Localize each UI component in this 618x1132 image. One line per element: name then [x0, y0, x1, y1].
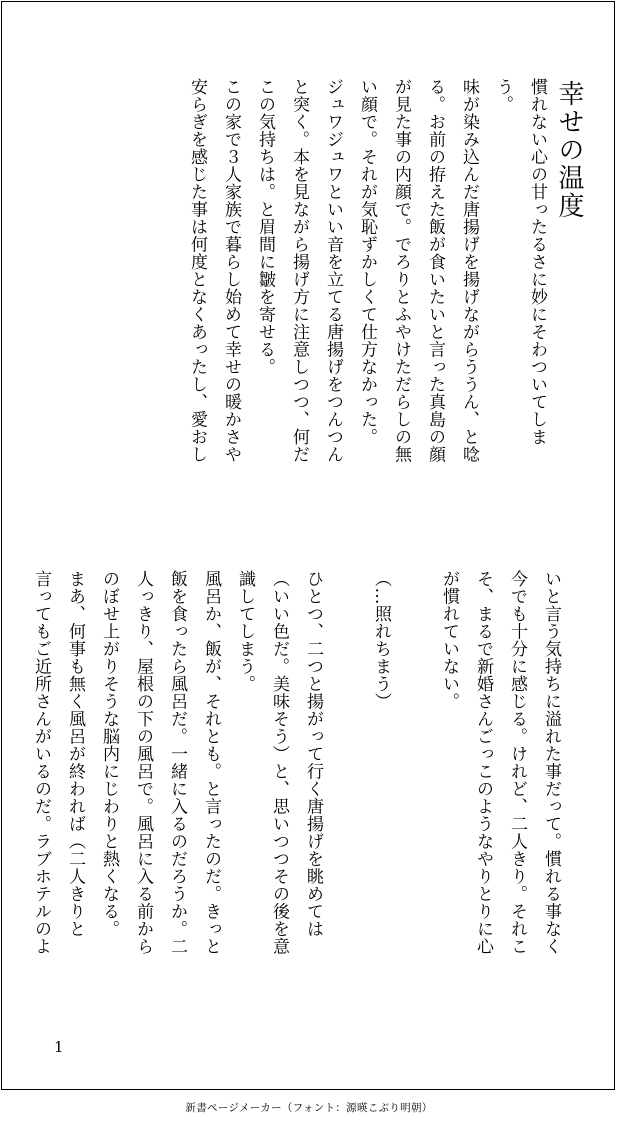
text-column: が見た事の内顔で。でろりとふやけただらしの無: [391, 78, 411, 463]
text-column: 飯を食ったら風呂だ。一緒に入るのだろうか。二: [167, 570, 187, 955]
manuscript-page: [1, 1, 615, 1090]
text-column: そ、まるで新婚さんごっこのようなやりとりに心: [473, 570, 493, 955]
text-column: い顔で。それが気恥ずかしくて仕方なかった。: [357, 78, 377, 446]
blank-column: [330, 570, 364, 990]
text-column: う。: [493, 78, 513, 113]
text-column: が慣れていない。: [439, 570, 459, 710]
page-number: 1: [54, 1038, 64, 1056]
text-column: 安らぎを感じた事は何度となくあったし、愛おし: [187, 78, 207, 463]
text-column: と突く。本を見ながら揚げ方に注意しつつ、何だ: [289, 78, 309, 463]
text-column: まあ、何事も無く風呂が終われば（二人きりと: [65, 570, 85, 938]
blank-column: [398, 570, 432, 990]
text-column: 風呂か、飯が、それとも。と言ったのだ。きっと: [201, 570, 221, 955]
text-column: る。お前の拵えた飯が食いたいと言った真島の顔: [425, 78, 445, 463]
text-column: ジュワジュワといい音を立てる唐揚げをつんつん: [323, 78, 343, 463]
text-column: ひとつ、二つと揚がって行く唐揚げを眺めては: [303, 570, 323, 938]
text-column: 今でも十分に感じる。けれど、二人きり。それこ: [507, 570, 527, 955]
text-column: のぼせ上がりそうな脳内にじわりと熱くなる。: [99, 570, 119, 938]
text-column: 味が染み込んだ唐揚げを揚げながらううん、と唸: [459, 78, 479, 463]
text-column: いと言う気持ちに溢れた事だって。慣れる事なく: [541, 570, 561, 955]
text-column: 人っきり、屋根の下の風呂で。風呂に入る前から: [133, 570, 153, 955]
footer-credit: 新書ページメーカー（フォント：源暎こぶり明朝）: [185, 1102, 433, 1114]
text-column: 言ってもご近所さんがいるのだ。ラブホテルのよ: [31, 570, 51, 955]
text-column: この家で３人家族で暮らし始めて幸せの暖かさや: [221, 78, 241, 463]
text-column: （…照れちまう）: [371, 570, 391, 710]
text-column: 識してしまう。: [235, 570, 255, 693]
upper-text-block: [180, 78, 554, 518]
text-column: （いい色だ。美味そう）と、思いつつその後を意: [269, 570, 289, 955]
text-column: 慣れない心の甘ったるさに妙にそわついてしま: [527, 78, 547, 446]
story-title: 幸せの温度: [554, 80, 584, 220]
text-column: この気持ちは。と眉間に皺を寄せる。: [255, 78, 275, 376]
lower-text-block: [24, 570, 568, 990]
